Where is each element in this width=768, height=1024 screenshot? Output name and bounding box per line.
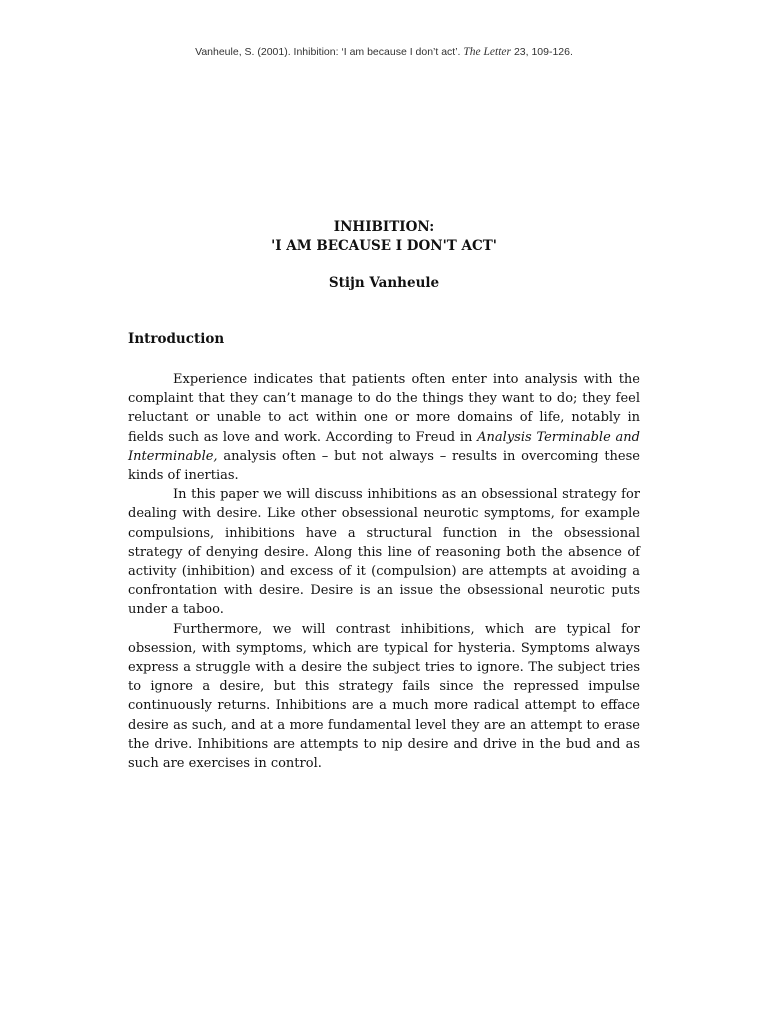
paragraph-1-text-b: analysis often – but not always – results in overcoming these kinds of inertias.: [128, 448, 640, 484]
citation-prefix: Vanheule, S. (2001). Inhibition: ‘I am because I don’t act’.: [195, 46, 461, 58]
paragraph-1: [128, 370, 640, 485]
paragraph-2: In this paper we will discuss inhibitions as an obsessional strategy for dealing with desire. Like other obsessional neurotic symptoms, for example compulsions, inhibitions have a structural function in the obsessional strategy of denying desire. Along this line of reasoning both the absence of activity (inhibition) and excess of it (compulsion) are attempts at avoiding a confrontation with desire. Desire is an issue the obsessional neurotic puts under a taboo.: [128, 487, 640, 618]
title-line-2: 'I AM BECAUSE I DON'T ACT': [271, 238, 497, 254]
citation-header: [0, 46, 768, 58]
journal-name: The Letter: [463, 46, 512, 58]
paragraph-3: Furthermore, we will contrast inhibitions, which are typical for obsession, with symptoms, which are typical for hysteria. Symptoms always express a struggle with a desire the subject tries to ignore. The subject tries to ignore a desire, but this strategy fails since the repressed impulse continuously returns. Inhibitions are a much more radical attempt to efface desire as such, and at a more fundamental level they are an attempt to erase the drive. Inhibitions are attempts to nip desire and drive in the bud and as such are exercises in control.: [128, 621, 640, 772]
title-line-1: INHIBITION:: [333, 219, 435, 235]
paragraph-1-text-a: Experience indicates that patients often enter into analysis with the complaint that they can’t manage to do the things they want to do; they feel reluctant or unable to act within one or more domains of life, notably in fields such as love and work. According to Freud in: [128, 372, 640, 445]
citation-suffix: 23, 109-126.: [513, 46, 573, 58]
cited-work-title: Analysis Terminable and Interminable,: [128, 429, 640, 464]
section-heading-introduction: Introduction: [128, 331, 225, 347]
author-name: Stijn Vanheule: [328, 275, 440, 291]
paper-title: [0, 218, 768, 256]
body-text: [128, 370, 640, 773]
